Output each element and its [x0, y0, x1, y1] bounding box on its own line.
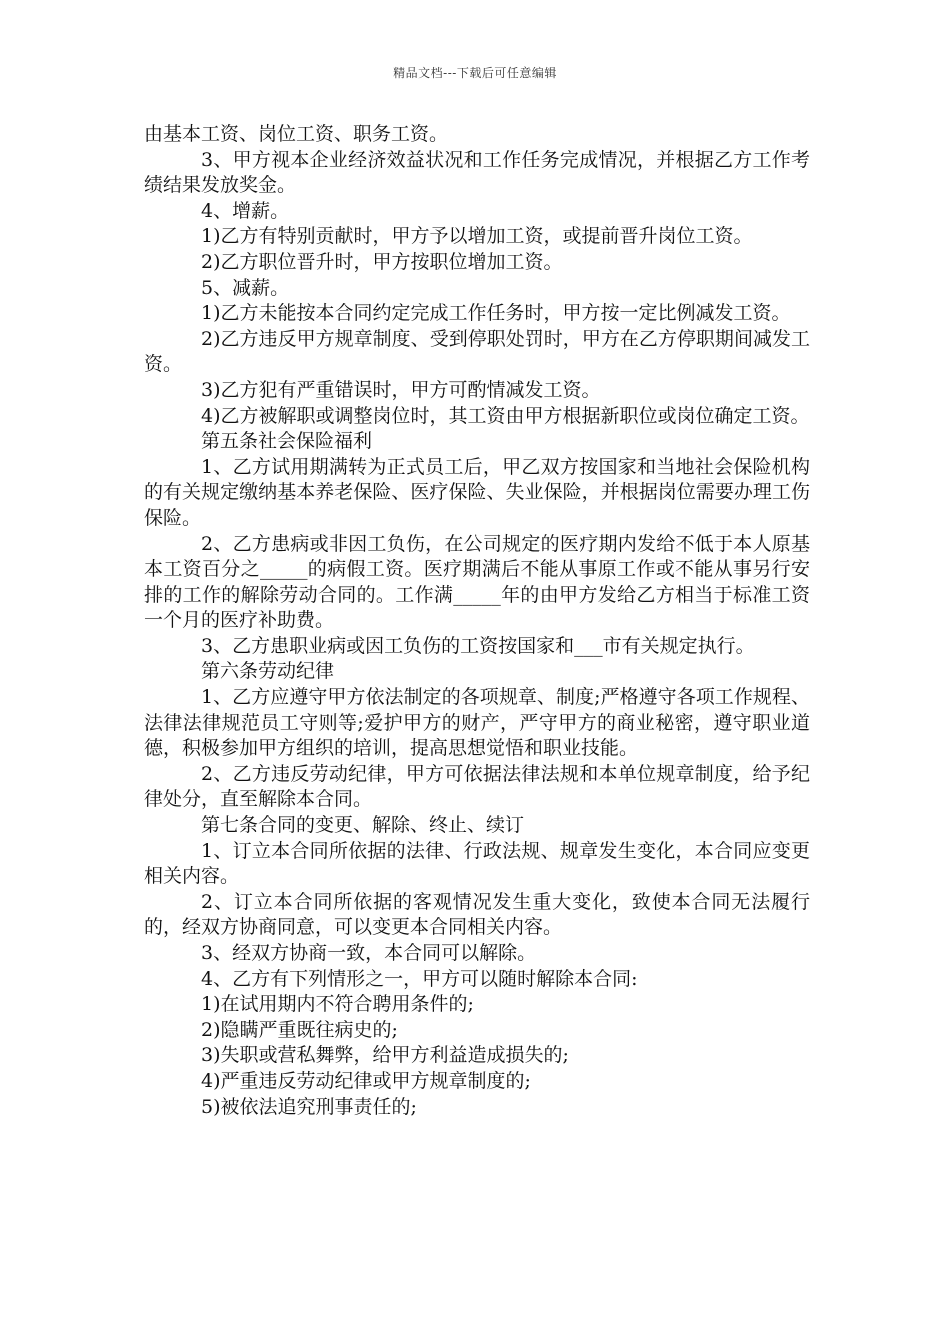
list-item: 3)失职或营私舞弊，给甲方利益造成损失的; — [201, 1044, 569, 1067]
paragraph: 2)乙方职位晋升时，甲方按职位增加工资。 — [201, 250, 563, 273]
paragraph: 1、订立本合同所依据的法律、行政法规、规章发生变化，本合同应变更相关内容。 — [144, 839, 810, 888]
list-item: 4)严重违反劳动纪律或甲方规章制度的; — [201, 1069, 531, 1092]
paragraph: 3、经双方协商一致，本合同可以解除。 — [201, 942, 537, 964]
paragraph: 4)乙方被解职或调整岗位时，其工资由甲方根据新职位或岗位确定工资。 — [201, 404, 810, 427]
section-heading: 第六条劳动纪律 — [201, 660, 335, 683]
paragraph: 3)乙方犯有严重错误时，甲方可酌情减发工资。 — [201, 378, 601, 401]
document-body — [144, 122, 810, 1120]
paragraph: 3、甲方视本企业经济效益状况和工作任务完成情况，并根据乙方工作考绩结果发放奖金。 — [144, 148, 810, 197]
paragraph: 1、乙方应遵守甲方依法制定的各项规章、制度;严格遵守各项工作规程、法律法律规范员工守则等;爱护甲方的财产，严守甲方的商业秘密，遵守职业道德，积极参加甲方组织的培训，提高思想觉悟和职业技能。 — [144, 686, 810, 760]
paragraph: 3、乙方患职业病或因工负伤的工资按国家和___市有关规定执行。 — [201, 634, 755, 657]
paragraph: 由基本工资、岗位工资、职务工资。 — [144, 123, 449, 145]
paragraph: 4、增薪。 — [201, 199, 290, 222]
paragraph: 1)乙方有特别贡献时，甲方予以增加工资，或提前晋升岗位工资。 — [201, 225, 753, 248]
section-heading: 第五条社会保险福利 — [201, 430, 373, 453]
paragraph: 5、减薪。 — [201, 276, 290, 299]
paragraph: 1、乙方试用期满转为正式员工后，甲乙双方按国家和当地社会保险机构的有关规定缴纳基本养老保险、医疗保险、失业保险，并根据岗位需要办理工伤保险。 — [144, 455, 810, 529]
section-heading: 第七条合同的变更、解除、终止、续订 — [201, 814, 525, 837]
paragraph: 2)乙方违反甲方规章制度、受到停职处罚时，甲方在乙方停职期间减发工资。 — [144, 327, 810, 376]
list-item: 5)被依法追究刑事责任的; — [201, 1095, 417, 1118]
page-header: 精品文档---下载后可任意编辑 — [393, 66, 557, 80]
list-item: 1)在试用期内不符合聘用条件的; — [201, 993, 474, 1016]
paragraph: 2、乙方违反劳动纪律，甲方可依据法律法规和本单位规章制度，给予纪律处分，直至解除本合同。 — [144, 762, 810, 811]
paragraph: 2、乙方患病或非因工负伤，在公司规定的医疗期内发给不低于本人原基本工资百分之_____的病假工资。医疗期满后不能从事原工作或不能从事另行安排的工作的解除劳动合同的。工作满_____年的由甲方发给乙方相当于标准工资一个月的医疗补助费。 — [144, 532, 810, 632]
paragraph: 2、订立本合同所依据的客观情况发生重大变化，致使本合同无法履行的，经双方协商同意，可以变更本合同相关内容。 — [144, 890, 810, 939]
paragraph: 4、乙方有下列情形之一，甲方可以随时解除本合同: — [201, 967, 638, 990]
paragraph: 1)乙方未能按本合同约定完成工作任务时，甲方按一定比例减发工资。 — [201, 302, 791, 325]
list-item: 2)隐瞒严重既往病史的; — [201, 1018, 398, 1041]
